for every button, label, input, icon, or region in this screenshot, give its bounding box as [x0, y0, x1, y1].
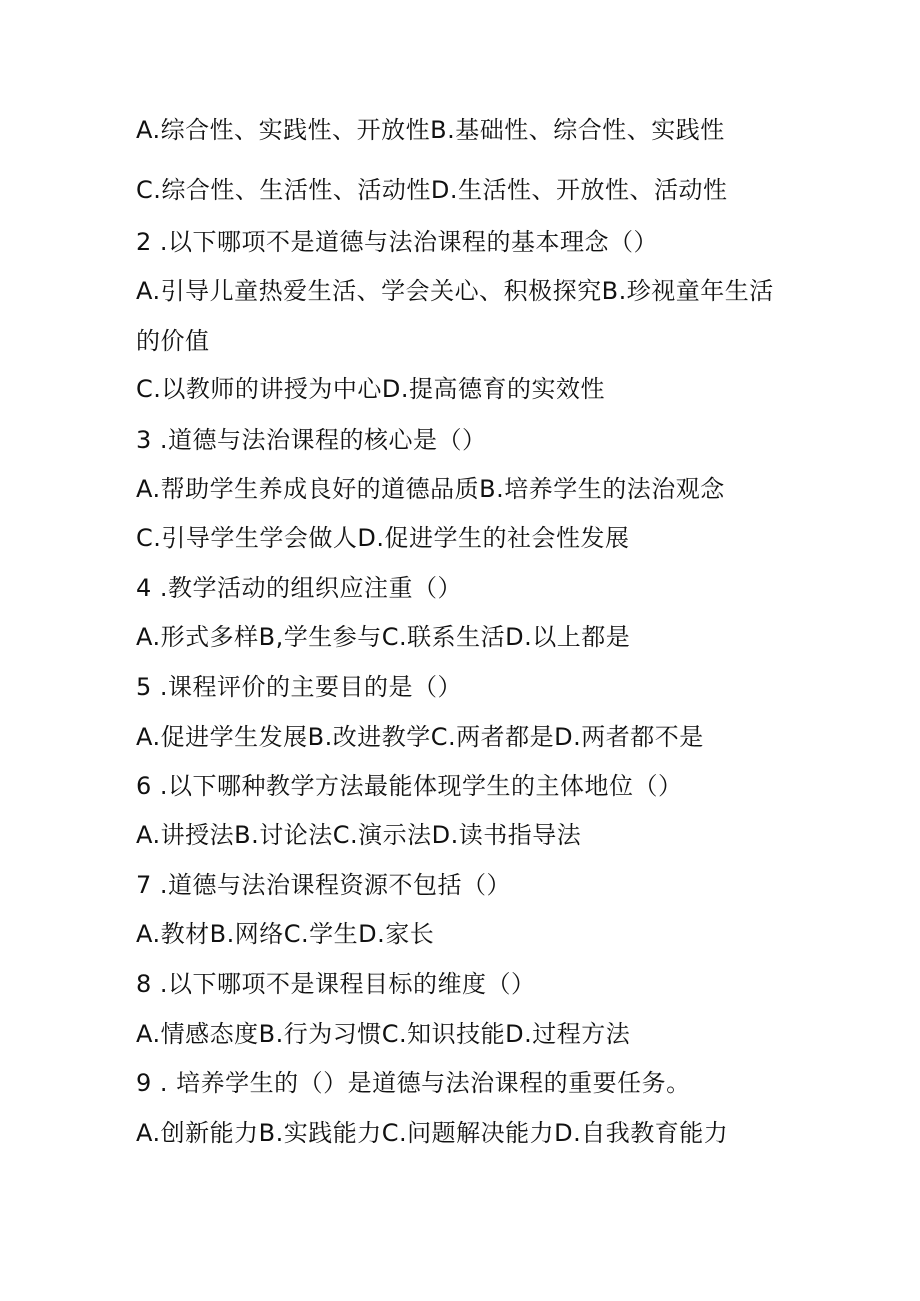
q5-question: 5 .课程评价的主要目的是（） — [136, 673, 463, 701]
q4-question: 4 .教学活动的组织应注重（） — [136, 574, 463, 602]
q8-question: 8 .以下哪项不是课程目标的维度（） — [136, 970, 536, 998]
q6-options: A.讲授法B.讨论法C.演示法D.读书指导法 — [136, 821, 582, 849]
q9-question: 9 . 培养学生的（）是道德与法治课程的重要任务。 — [136, 1069, 691, 1097]
q9-options: A.创新能力B.实践能力C.问题解决能力D.自我教育能力 — [136, 1119, 729, 1147]
q1-options-cd: C.综合性、生活性、活动性D.生活性、开放性、活动性 — [136, 176, 728, 204]
q2-question: 2 .以下哪项不是道德与法治课程的基本理念（） — [136, 228, 659, 256]
q7-question: 7 .道德与法治课程资源不包括（） — [136, 871, 512, 899]
q3-options-ab: A.帮助学生养成良好的道德品质B.培养学生的法治观念 — [136, 475, 725, 503]
q6-question: 6 .以下哪种教学方法最能体现学生的主体地位（） — [136, 772, 683, 800]
q2-options-cd: C.以教师的讲授为中心D.提高德育的实效性 — [136, 375, 605, 403]
q2-options-ab: A.引导儿童热爱生活、学会关心、积极探究B.珍视童年生活的价值 — [136, 277, 774, 355]
q3-question: 3 .道德与法治课程的核心是（） — [136, 426, 487, 454]
q1-options-ab: A.综合性、实践性、开放性B.基础性、综合性、实践性 — [136, 116, 725, 144]
q5-options: A.促进学生发展B.改进教学C.两者都是D.两者都不是 — [136, 723, 704, 751]
q4-options: A.形式多样B,学生参与C.联系生活D.以上都是 — [136, 623, 631, 651]
q8-options: A.情感态度B.行为习惯C.知识技能D.过程方法 — [136, 1020, 631, 1048]
q3-options-cd: C.引导学生学会做人D.促进学生的社会性发展 — [136, 524, 630, 552]
q7-options: A.教材B.网络C.学生D.家长 — [136, 920, 435, 948]
